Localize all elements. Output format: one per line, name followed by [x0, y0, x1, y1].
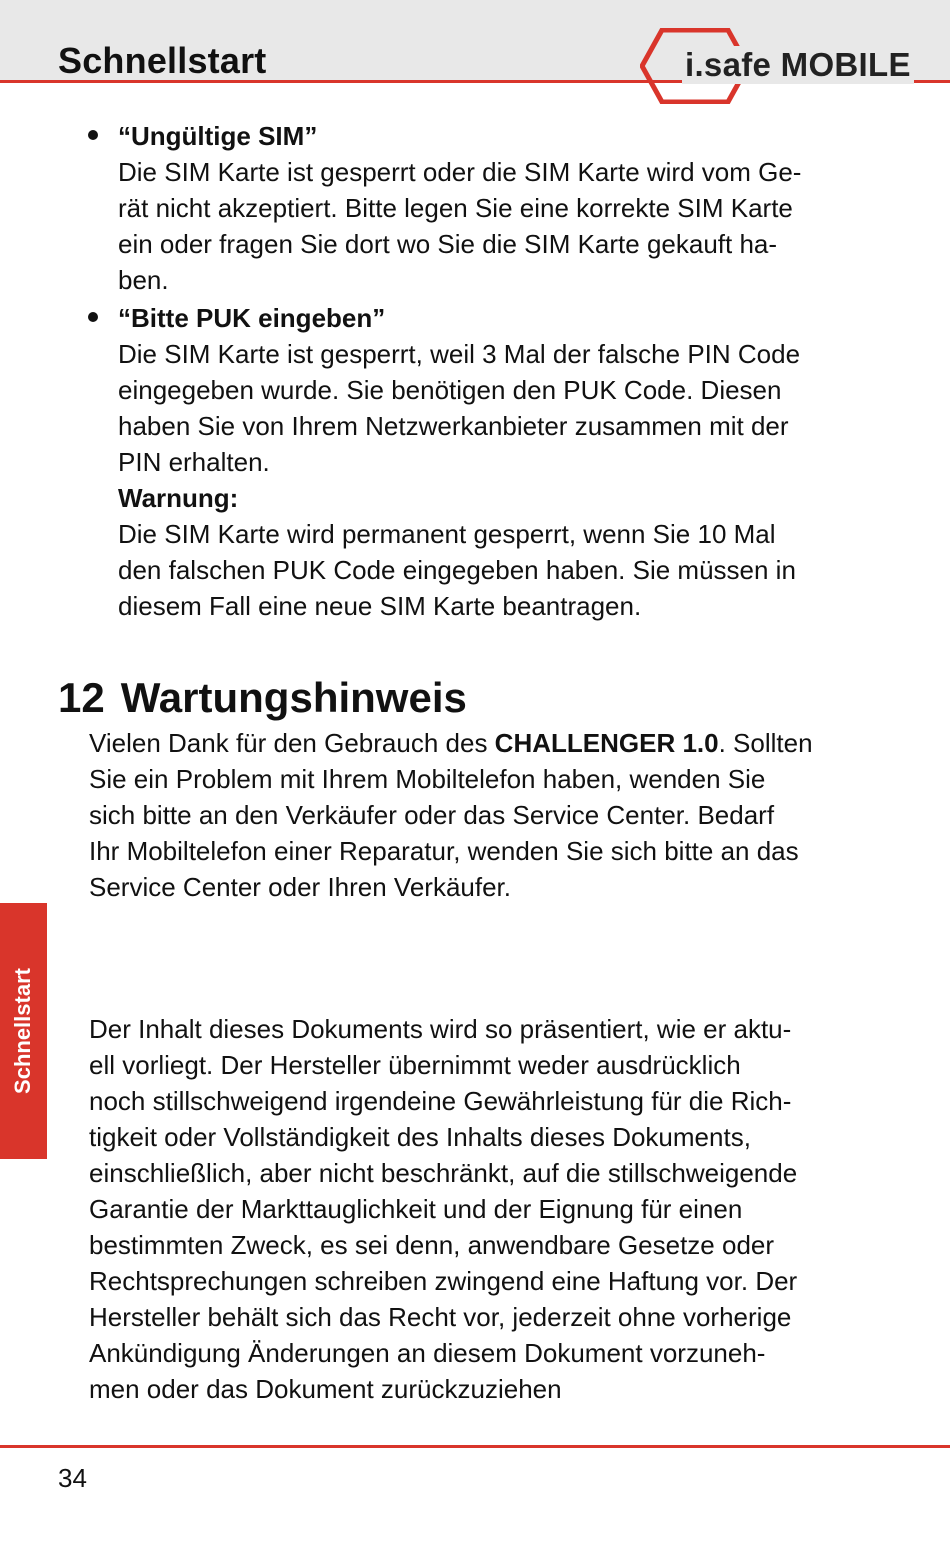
page-header-title: Schnellstart [58, 40, 267, 81]
paragraph-line: tigkeit oder Vollständigkeit des Inhalts dieses Dokuments, [89, 1122, 751, 1152]
section-title: Wartungshinweis [120, 674, 467, 721]
paragraph-line: Sie ein Problem mit Ihrem Mobiltelefon haben, wenden Sie [89, 764, 766, 794]
section-heading [58, 674, 467, 722]
list-item-invalid-sim [118, 118, 818, 298]
list-item-title: “Ungültige SIM” [118, 121, 318, 151]
company-logo [640, 28, 930, 104]
warning-line: den falschen PUK Code eingegeben haben. Sie müssen in [118, 555, 796, 585]
paragraph-line: bestimmten Zweck, es sei denn, anwendbare Gesetze oder [89, 1230, 775, 1260]
list-item-line: eingegeben wurde. Sie benötigen den PUK Code. Diesen [118, 375, 782, 405]
paragraph-line: Ihr Mobiltelefon einer Reparatur, wenden Sie sich bitte an das [89, 836, 799, 866]
paragraph-line: men oder das Dokument zurückzuziehen [89, 1374, 562, 1404]
bullet-icon [88, 312, 98, 322]
paragraph-line: Hersteller behält sich das Recht vor, jederzeit ohne vorherige [89, 1302, 792, 1332]
paragraph-line: Ankündigung Änderungen an diesem Dokument vorzuneh- [89, 1338, 766, 1368]
paragraph-line: Garantie der Markttauglichkeit und der Eignung für einen [89, 1194, 743, 1224]
warning-line: diesem Fall eine neue SIM Karte beantragen. [118, 591, 642, 621]
warning-label: Warnung: [118, 483, 239, 513]
disclaimer-paragraph [89, 1011, 849, 1407]
paragraph-line: Rechtsprechungen schreiben zwingend eine Haftung vor. Der [89, 1266, 798, 1296]
paragraph-line: ell vorliegt. Der Hersteller übernimmt weder ausdrücklich [89, 1050, 741, 1080]
list-item-line: Die SIM Karte ist gesperrt oder die SIM Karte wird vom Ge- [118, 157, 802, 187]
intro-text: Vielen Dank für den Gebrauch des [89, 728, 495, 758]
list-item-line: ben. [118, 265, 169, 295]
list-item-line: PIN erhalten. [118, 447, 270, 477]
paragraph-line: Der Inhalt dieses Dokuments wird so präsentiert, wie er aktu- [89, 1014, 792, 1044]
paragraph-line: einschließlich, aber nicht beschränkt, auf die stillschweigende [89, 1158, 798, 1188]
list-item-enter-puk [118, 300, 818, 624]
paragraph-line [89, 725, 849, 761]
page-number: 34 [58, 1463, 87, 1493]
list-item-title: “Bitte PUK eingeben” [118, 303, 386, 333]
maintenance-paragraph [89, 725, 849, 905]
intro-text-end: . Sollten [718, 728, 813, 758]
footer-rule [0, 1445, 950, 1448]
list-item-line: haben Sie von Ihrem Netzwerkanbieter zusammen mit der [118, 411, 789, 441]
side-chapter-tab [0, 903, 47, 1159]
list-item-line: Die SIM Karte ist gesperrt, weil 3 Mal der falsche PIN Code [118, 339, 801, 369]
list-item-line: ein oder fragen Sie dort wo Sie die SIM Karte gekauft ha- [118, 229, 778, 259]
side-tab-label: Schnellstart [10, 968, 35, 1094]
paragraph-line: sich bitte an den Verkäufer oder das Service Center. Bedarf [89, 800, 775, 830]
logo-wordmark: i.safe MOBILE [682, 46, 914, 84]
paragraph-line: noch stillschweigend irgendeine Gewährleistung für die Rich- [89, 1086, 792, 1116]
bullet-icon [88, 130, 98, 140]
section-number: 12 [58, 674, 105, 721]
warning-line: Die SIM Karte wird permanent gesperrt, wenn Sie 10 Mal [118, 519, 776, 549]
paragraph-line: Service Center oder Ihren Verkäufer. [89, 872, 512, 902]
product-name: CHALLENGER 1.0 [494, 728, 719, 758]
list-item-line: rät nicht akzeptiert. Bitte legen Sie eine korrekte SIM Karte [118, 193, 793, 223]
